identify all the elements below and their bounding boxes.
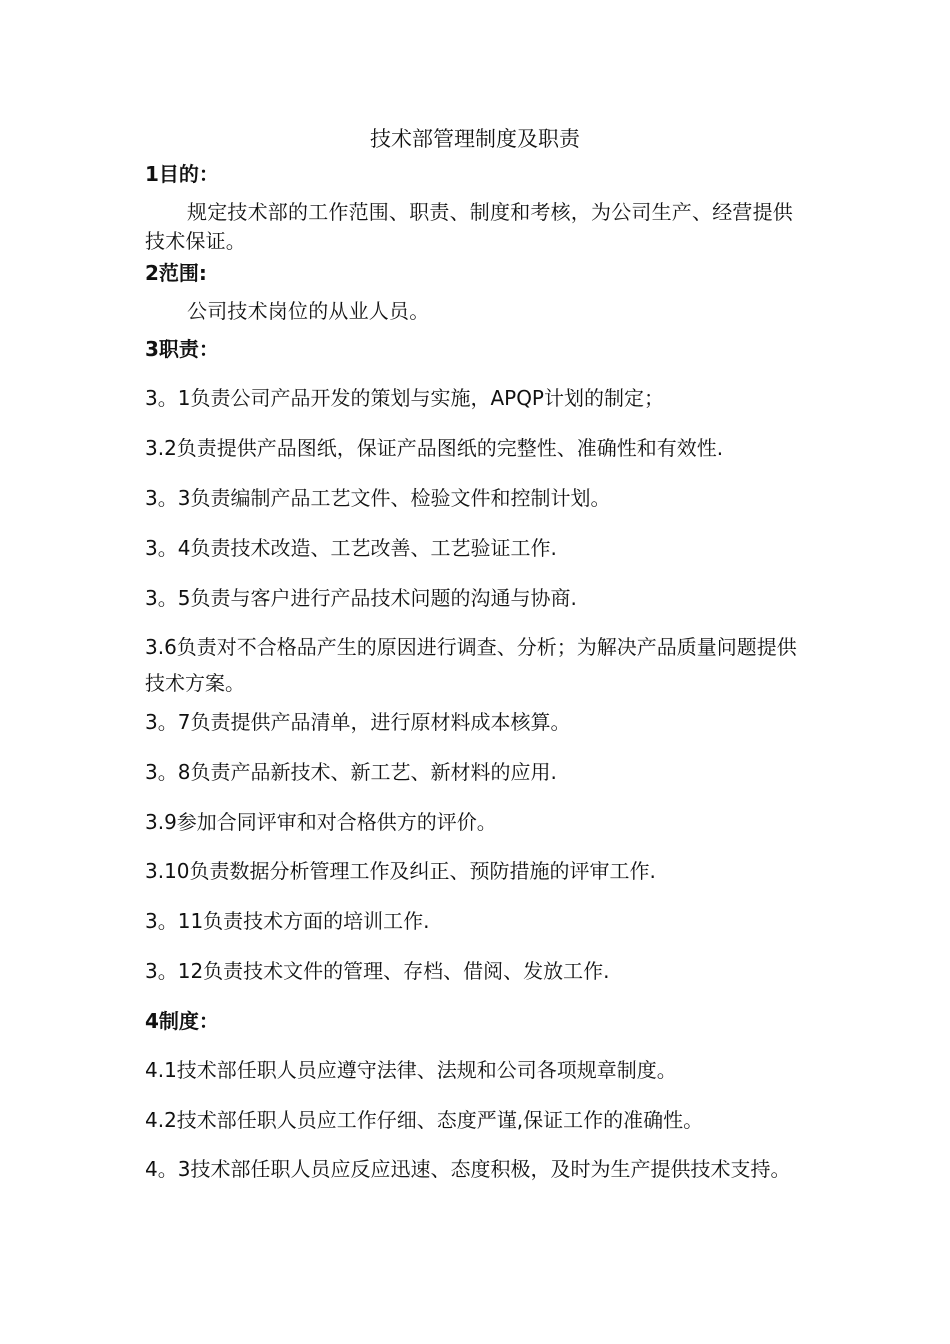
responsibility-item: 3.10负责数据分析管理工作及纠正、预防措施的评审工作. <box>145 859 656 883</box>
responsibility-item: 3。1负责公司产品开发的策划与实施，APQP计划的制定； <box>145 386 664 410</box>
responsibility-item: 3。11负责技术方面的培训工作. <box>145 909 430 933</box>
section-paragraph-scope: 公司技术岗位的从业人员。 <box>187 299 430 323</box>
responsibility-item: 3。3负责编制产品工艺文件、检验文件和控制计划。 <box>145 486 611 510</box>
rule-item: 4。3技术部任职人员应反应迅速、态度积极，及时为生产提供技术支持。 <box>145 1157 791 1181</box>
responsibility-item: 3.9参加合同评审和对合格供方的评价。 <box>145 810 497 834</box>
responsibility-item: 3.2负责提供产品图纸，保证产品图纸的完整性、准确性和有效性. <box>145 436 724 460</box>
section-heading-scope: 2范围: <box>145 261 207 285</box>
rule-item: 4.2技术部任职人员应工作仔细、态度严谨,保证工作的准确性。 <box>145 1108 704 1132</box>
rule-item: 4.1技术部任职人员应遵守法律、法规和公司各项规章制度。 <box>145 1058 677 1082</box>
section-heading-responsibilities: 3职责： <box>145 337 219 361</box>
responsibility-item: 3。7负责提供产品清单，进行原材料成本核算。 <box>145 710 571 734</box>
responsibility-item: 3。8负责产品新技术、新工艺、新材料的应用. <box>145 760 557 784</box>
responsibility-item: 3。4负责技术改造、工艺改善、工艺验证工作. <box>145 536 557 560</box>
section-paragraph-purpose: 规定技术部的工作范围、职责、制度和考核，为公司生产、经营提供技术保证。 <box>145 200 793 253</box>
responsibility-item: 3。5负责与客户进行产品技术问题的沟通与协商. <box>145 586 577 610</box>
responsibility-item: 3。12负责技术文件的管理、存档、借阅、发放工作. <box>145 959 610 983</box>
responsibility-item: 3.6负责对不合格品产生的原因进行调查、分析；为解决产品质量问题提供技术方案。 <box>145 635 797 695</box>
section-heading-purpose: 1目的： <box>145 162 219 186</box>
document-title: 技术部管理制度及职责 <box>370 127 580 151</box>
section-heading-rules: 4制度： <box>145 1009 219 1033</box>
